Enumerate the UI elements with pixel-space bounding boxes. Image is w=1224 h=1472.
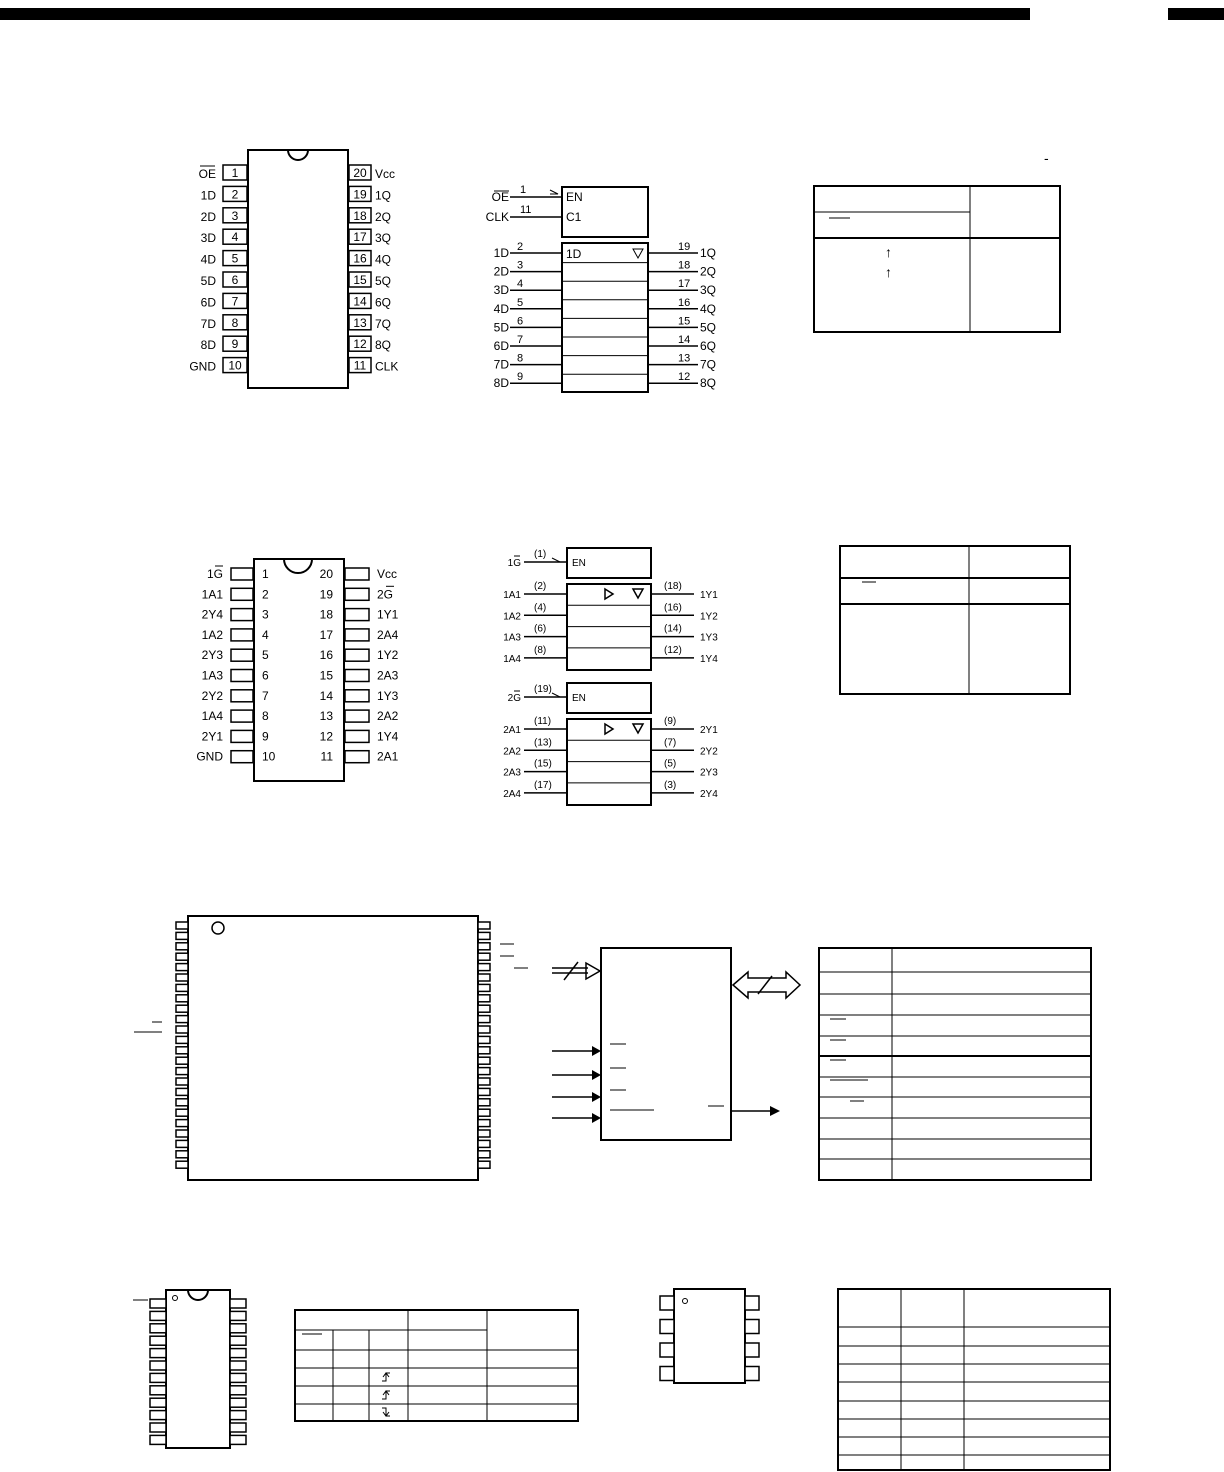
- control-arrow-2: [552, 1070, 601, 1080]
- memory-block-diagram: [552, 948, 800, 1140]
- pin-box-right: [230, 1349, 246, 1358]
- pin-box-left: [176, 1016, 188, 1023]
- pin-box-right: [478, 1047, 490, 1054]
- output-number: (7): [664, 737, 677, 749]
- output-label: 1Y2: [700, 611, 718, 623]
- output-number: (9): [664, 716, 677, 727]
- pin-box-left: [660, 1343, 674, 1357]
- input-number: (2): [534, 581, 547, 592]
- pin-box-right: [345, 588, 369, 600]
- pin-number-left: 5: [262, 648, 269, 663]
- pin-label-right: 2A4: [377, 627, 399, 642]
- pin-number-right: 15: [353, 273, 367, 287]
- pin-label-right: 2G: [377, 587, 394, 602]
- output-number: 16: [678, 296, 691, 309]
- pin-box-left: [176, 1130, 188, 1137]
- output-label: 1Y3: [700, 632, 718, 644]
- pin-label-right: 8Q: [375, 338, 392, 353]
- pin-box-left: [150, 1361, 166, 1370]
- logic1-symbol: [486, 184, 716, 392]
- output-label: 3Q: [700, 283, 717, 298]
- input-number: 6: [517, 315, 524, 328]
- pin-box-left: [150, 1336, 166, 1345]
- pin-label-left: 2D: [200, 209, 216, 224]
- pin-label-left: 1A1: [201, 587, 223, 602]
- logic2-symbol: [503, 548, 718, 805]
- pin-box-left: [176, 1005, 188, 1012]
- pin-number-right: 18: [353, 208, 367, 223]
- output-label: 2Q: [700, 264, 717, 279]
- output-label: 5Q: [700, 320, 717, 335]
- pin-box-left: [176, 1109, 188, 1116]
- pin-number-right: 16: [319, 648, 333, 663]
- pin-box-right: [745, 1296, 759, 1310]
- output-number: 13: [678, 352, 691, 365]
- pin-number-left: 3: [231, 208, 239, 223]
- pin-label-right: 2A1: [377, 749, 399, 764]
- pin-number-left: 9: [262, 729, 269, 744]
- ic2-pinout: [196, 559, 398, 781]
- pin-number-right: 20: [319, 567, 333, 581]
- pin-box-left: [150, 1349, 166, 1358]
- pin-box-right: [230, 1299, 246, 1308]
- pin-label-left: 2Y3: [201, 648, 223, 663]
- pin-box-right: [345, 730, 369, 742]
- pin-box-right: [478, 1078, 490, 1085]
- input-number: (6): [534, 623, 547, 635]
- pin-box-left: [231, 690, 253, 702]
- pin-box-right: [478, 974, 490, 981]
- output-number: (16): [664, 602, 682, 614]
- pin-number-left: 7: [262, 688, 269, 703]
- output-label: 6Q: [700, 339, 717, 353]
- pin-box-left: [660, 1367, 674, 1381]
- pin-box-left: [176, 1151, 188, 1158]
- output-number: (5): [664, 758, 677, 770]
- pin-box-right: [478, 1088, 490, 1095]
- input-label: 2A2: [503, 746, 521, 758]
- pin-number-right: 17: [353, 230, 367, 245]
- truth1-arrow-2: ↑: [885, 264, 892, 280]
- pin-box-left: [176, 1161, 188, 1168]
- pin-box-right: [478, 1099, 490, 1106]
- pin-label-right: 1Y4: [377, 729, 399, 744]
- pin-number-right: 18: [319, 607, 333, 622]
- output-label: 2Y2: [700, 746, 718, 758]
- pin-label-left: 2Y1: [201, 729, 223, 744]
- pin-box-right: [230, 1386, 246, 1395]
- control-arrow-3: [552, 1092, 601, 1102]
- pin-box-right: [478, 1036, 490, 1043]
- input-number: (13): [534, 737, 552, 749]
- pin-number-right: 12: [353, 337, 367, 352]
- output-label: 2Y1: [700, 725, 718, 736]
- pin-box-right: [478, 1151, 490, 1158]
- input-number: (17): [534, 779, 552, 791]
- pin-box-left: [150, 1435, 166, 1444]
- pin-box-left: [231, 568, 253, 580]
- pin-label-left: 1D: [200, 188, 216, 203]
- pin-box-left: [176, 1057, 188, 1064]
- pin-box-left: [176, 1036, 188, 1043]
- pin-box-right: [478, 1109, 490, 1116]
- pin-box-right: [345, 649, 369, 661]
- pin-box-right: [478, 922, 490, 929]
- input-label: 1D: [493, 246, 509, 260]
- input-number: (15): [534, 758, 552, 770]
- ctrl-tag: EN: [566, 190, 583, 204]
- output-number: (12): [664, 644, 682, 656]
- output-label: 7Q: [700, 357, 717, 372]
- pin-box-right: [345, 751, 369, 763]
- input-number: 4: [517, 278, 524, 291]
- output-arrow: [731, 1106, 780, 1116]
- pin-box-right: [230, 1336, 246, 1345]
- pin-number-left: 4: [231, 230, 239, 245]
- output-label: 2Y3: [700, 767, 718, 779]
- pin-number-right: 16: [353, 251, 367, 266]
- pin-label-left: 6D: [200, 295, 216, 310]
- ctrl-tag: C1: [566, 210, 582, 224]
- input-label: 1A4: [503, 653, 521, 665]
- pin-label-left: 1A2: [201, 627, 223, 642]
- pin-box-left: [231, 629, 253, 641]
- input-number: 3: [517, 259, 524, 272]
- pin-box-left: [176, 943, 188, 950]
- input-label: 2A4: [503, 788, 521, 800]
- pin-box-left: [176, 1078, 188, 1085]
- pin-box-left: [176, 1099, 188, 1106]
- pin-box-left: [176, 974, 188, 981]
- input-label: 1A2: [503, 611, 521, 623]
- pin-label-left: 7D: [200, 316, 216, 331]
- input-label: 5D: [493, 320, 509, 335]
- input-number: (11): [534, 716, 552, 727]
- pin-box-left: [660, 1320, 674, 1334]
- pin-number-right: 13: [353, 315, 367, 330]
- pin-box-right: [745, 1320, 759, 1334]
- pin-number-right: 17: [319, 627, 333, 642]
- pin-number-left: 10: [228, 358, 242, 373]
- pin-box-left: [150, 1299, 166, 1308]
- output-number: 18: [678, 259, 691, 272]
- pin-box-left: [150, 1423, 166, 1432]
- pin-label-right: 1Y1: [377, 607, 399, 622]
- pin-number-left: 7: [231, 294, 239, 309]
- pin-box-left: [176, 922, 188, 929]
- pin-label-right: Vcc: [375, 167, 396, 181]
- pin-box-right: [230, 1324, 246, 1333]
- input-label: 1A1: [503, 590, 521, 601]
- input-label: 6D: [493, 339, 509, 353]
- pin-label-right: 1Y3: [377, 688, 399, 703]
- pin-label-right: 4Q: [375, 252, 392, 267]
- output-label: 2Y4: [700, 788, 718, 800]
- pin-box-right: [478, 1161, 490, 1168]
- pin-box-left: [176, 1088, 188, 1095]
- control-arrow-4: [552, 1113, 601, 1123]
- pin-label-right: 2A2: [377, 709, 399, 724]
- pin-box-left: [231, 670, 253, 682]
- pin-number-left: 9: [231, 337, 239, 352]
- pin-number-right: 14: [353, 294, 367, 309]
- pin-description-table: [819, 948, 1091, 1180]
- ic4-dip-package: [133, 1290, 246, 1448]
- en-flag: [550, 190, 558, 194]
- input-label: 3D: [493, 283, 509, 298]
- pin-label-right: Vcc: [377, 567, 398, 581]
- pin-box-right: [230, 1361, 246, 1370]
- truth2-table: [840, 546, 1070, 694]
- input-label: 7D: [493, 357, 509, 372]
- pin-box-right: [478, 1140, 490, 1147]
- output-label: 1Y4: [700, 653, 718, 665]
- output-label: 1Q: [700, 246, 717, 260]
- pin-number-right: 11: [353, 358, 367, 373]
- output-number: 15: [678, 315, 691, 328]
- pin-box-left: [150, 1324, 166, 1333]
- pin-number-right: 14: [319, 688, 333, 703]
- pin-box-left: [231, 710, 253, 722]
- pin-box-right: [345, 690, 369, 702]
- pin-number-left: 4: [262, 627, 269, 642]
- output-number: 14: [678, 334, 691, 346]
- output-number: 12: [678, 371, 691, 384]
- pin-label-right: CLK: [375, 359, 399, 374]
- pin-number-left: 2: [231, 187, 239, 202]
- input-label: 4D: [493, 301, 509, 316]
- pin-box-right: [745, 1343, 759, 1357]
- input-label: 1A3: [503, 632, 521, 644]
- en-tag: EN: [572, 558, 586, 569]
- pin-number-right: 19: [353, 187, 367, 202]
- pin-box-left: [231, 649, 253, 661]
- pin-box-right: [230, 1311, 246, 1320]
- ic3-tsop-package: [134, 916, 528, 1180]
- pin-box-right: [478, 932, 490, 939]
- pin-box-left: [176, 984, 188, 991]
- pin-number-left: 2: [262, 587, 269, 602]
- pin-label-left: OE: [198, 167, 216, 181]
- input-number: 8: [517, 352, 524, 365]
- input-label: 8D: [493, 376, 509, 391]
- pin-number-left: 10: [262, 749, 276, 764]
- pin-box-right: [345, 568, 369, 580]
- pin-label-left: 1A4: [201, 709, 223, 724]
- header-bar: [0, 8, 1030, 20]
- pin-box-right: [478, 995, 490, 1002]
- pin-number-right: 11: [320, 749, 333, 764]
- pin-box-left: [231, 609, 253, 621]
- output-number: (18): [664, 581, 682, 592]
- pin-box-left: [231, 588, 253, 600]
- truth1-table: [814, 150, 1060, 332]
- truth4-table: [295, 1310, 578, 1421]
- pin-box-right: [478, 1130, 490, 1137]
- ctrl-label: CLK: [485, 210, 509, 224]
- pin-label-left: 1A3: [201, 668, 223, 683]
- pin-box-left: [231, 730, 253, 742]
- pin-label-right: 2Q: [375, 209, 392, 224]
- pin-box-right: [478, 943, 490, 950]
- pin-number-left: 3: [262, 607, 269, 622]
- pin-number-left: 8: [262, 709, 269, 724]
- pin-number-right: 15: [319, 668, 333, 683]
- pin-label-right: 5Q: [375, 274, 392, 288]
- pin-box-right: [345, 609, 369, 621]
- pin-box-right: [230, 1435, 246, 1444]
- pin-box-left: [150, 1311, 166, 1320]
- pin-table-soic8: [838, 1289, 1110, 1470]
- ctrl-number: 1: [520, 184, 527, 196]
- output-number: (14): [664, 623, 682, 635]
- input-label: 2D: [493, 264, 509, 279]
- pin-label-left: 2Y2: [201, 688, 223, 703]
- input-label: 2A1: [503, 725, 521, 736]
- header-bar-right: [1168, 8, 1224, 20]
- en-number: (1): [534, 549, 547, 560]
- pin-label-right: 3Q: [375, 231, 392, 246]
- pin-box-right: [745, 1367, 759, 1381]
- pin-label-left: 8D: [200, 338, 216, 353]
- pin-box-left: [176, 1068, 188, 1075]
- pin-number-right: 12: [319, 729, 333, 744]
- truth1-dash: -: [1044, 150, 1049, 166]
- pin-number-left: 5: [231, 251, 239, 266]
- ctrl-label: OE: [491, 190, 509, 204]
- input-number: (4): [534, 602, 547, 614]
- pin-box-left: [231, 751, 253, 763]
- pin-label-right: 1Q: [375, 188, 392, 203]
- pin-number-left: 1: [231, 166, 239, 180]
- input-number: 9: [517, 371, 524, 384]
- pin-box-right: [345, 670, 369, 682]
- input-number: (8): [534, 644, 547, 656]
- pin-box-left: [176, 932, 188, 939]
- pin-number-left: 1: [262, 567, 269, 581]
- en-label: 1G: [507, 558, 521, 569]
- pin-box-right: [478, 1057, 490, 1064]
- pin-box-left: [176, 953, 188, 960]
- output-label: 1Y1: [700, 590, 718, 601]
- pin-number-left: 6: [231, 273, 239, 287]
- en-number: (19): [534, 684, 552, 695]
- input-number: 2: [517, 241, 524, 253]
- first-cell-label: 1D: [566, 247, 582, 261]
- input-number: 5: [517, 296, 524, 309]
- pin-label-right: 2A3: [377, 668, 399, 683]
- pin-box-right: [345, 629, 369, 641]
- pin-box-right: [478, 1005, 490, 1012]
- pin-label-left: GND: [189, 359, 216, 374]
- ic1-pinout: [189, 150, 398, 388]
- pin-box-right: [230, 1398, 246, 1407]
- output-label: 4Q: [700, 301, 717, 316]
- pin-box-left: [150, 1373, 166, 1382]
- pin-box-left: [176, 1026, 188, 1033]
- pin-label-left: 3D: [200, 231, 216, 246]
- pin-box-left: [176, 995, 188, 1002]
- pin-label-left: 2Y4: [201, 607, 223, 622]
- input-label: 2A3: [503, 767, 521, 779]
- pin-box-right: [478, 984, 490, 991]
- output-number: (3): [664, 779, 677, 791]
- pin-number-left: 8: [231, 315, 239, 330]
- pin-box-right: [230, 1423, 246, 1432]
- pin-box-right: [478, 1068, 490, 1075]
- pin-box-left: [150, 1411, 166, 1420]
- pin-box-left: [660, 1296, 674, 1310]
- input-number: 7: [517, 334, 524, 346]
- output-number: 17: [678, 278, 691, 291]
- pin-box-right: [478, 1026, 490, 1033]
- pin-label-right: 6Q: [375, 295, 392, 310]
- pin-box-right: [230, 1373, 246, 1382]
- pin-box-left: [150, 1386, 166, 1395]
- ctrl-number: 11: [520, 204, 532, 216]
- truth1-arrow-1: ↑: [885, 244, 892, 260]
- pin-box-left: [150, 1398, 166, 1407]
- en-label: 2G: [507, 693, 521, 704]
- control-arrow-1: [552, 1046, 601, 1056]
- pin-box-left: [176, 1047, 188, 1054]
- output-label: 8Q: [700, 376, 717, 391]
- pin-number-right: 13: [319, 709, 333, 724]
- pin-box-right: [230, 1411, 246, 1420]
- pin-box-left: [176, 1140, 188, 1147]
- pin-number-left: 6: [262, 668, 269, 683]
- pin-label-left: 1G: [206, 567, 223, 581]
- pin-label-left: 5D: [200, 274, 216, 288]
- pin-box-left: [176, 964, 188, 971]
- pin-box-left: [176, 1120, 188, 1127]
- ic5-soic8-package: [660, 1289, 759, 1383]
- pin-box-right: [478, 1120, 490, 1127]
- pin-number-right: 20: [353, 166, 367, 180]
- pin-label-right: 1Y2: [377, 648, 399, 663]
- output-number: 19: [678, 241, 691, 253]
- pin-box-right: [478, 953, 490, 960]
- pin-box-right: [478, 964, 490, 971]
- pin-box-right: [345, 710, 369, 722]
- pin-label-right: 7Q: [375, 316, 392, 331]
- pin-label-left: GND: [196, 749, 223, 764]
- pin-number-right: 19: [319, 587, 333, 602]
- en-tag: EN: [572, 693, 586, 704]
- pin-label-left: 4D: [200, 252, 216, 267]
- pin-box-right: [478, 1016, 490, 1023]
